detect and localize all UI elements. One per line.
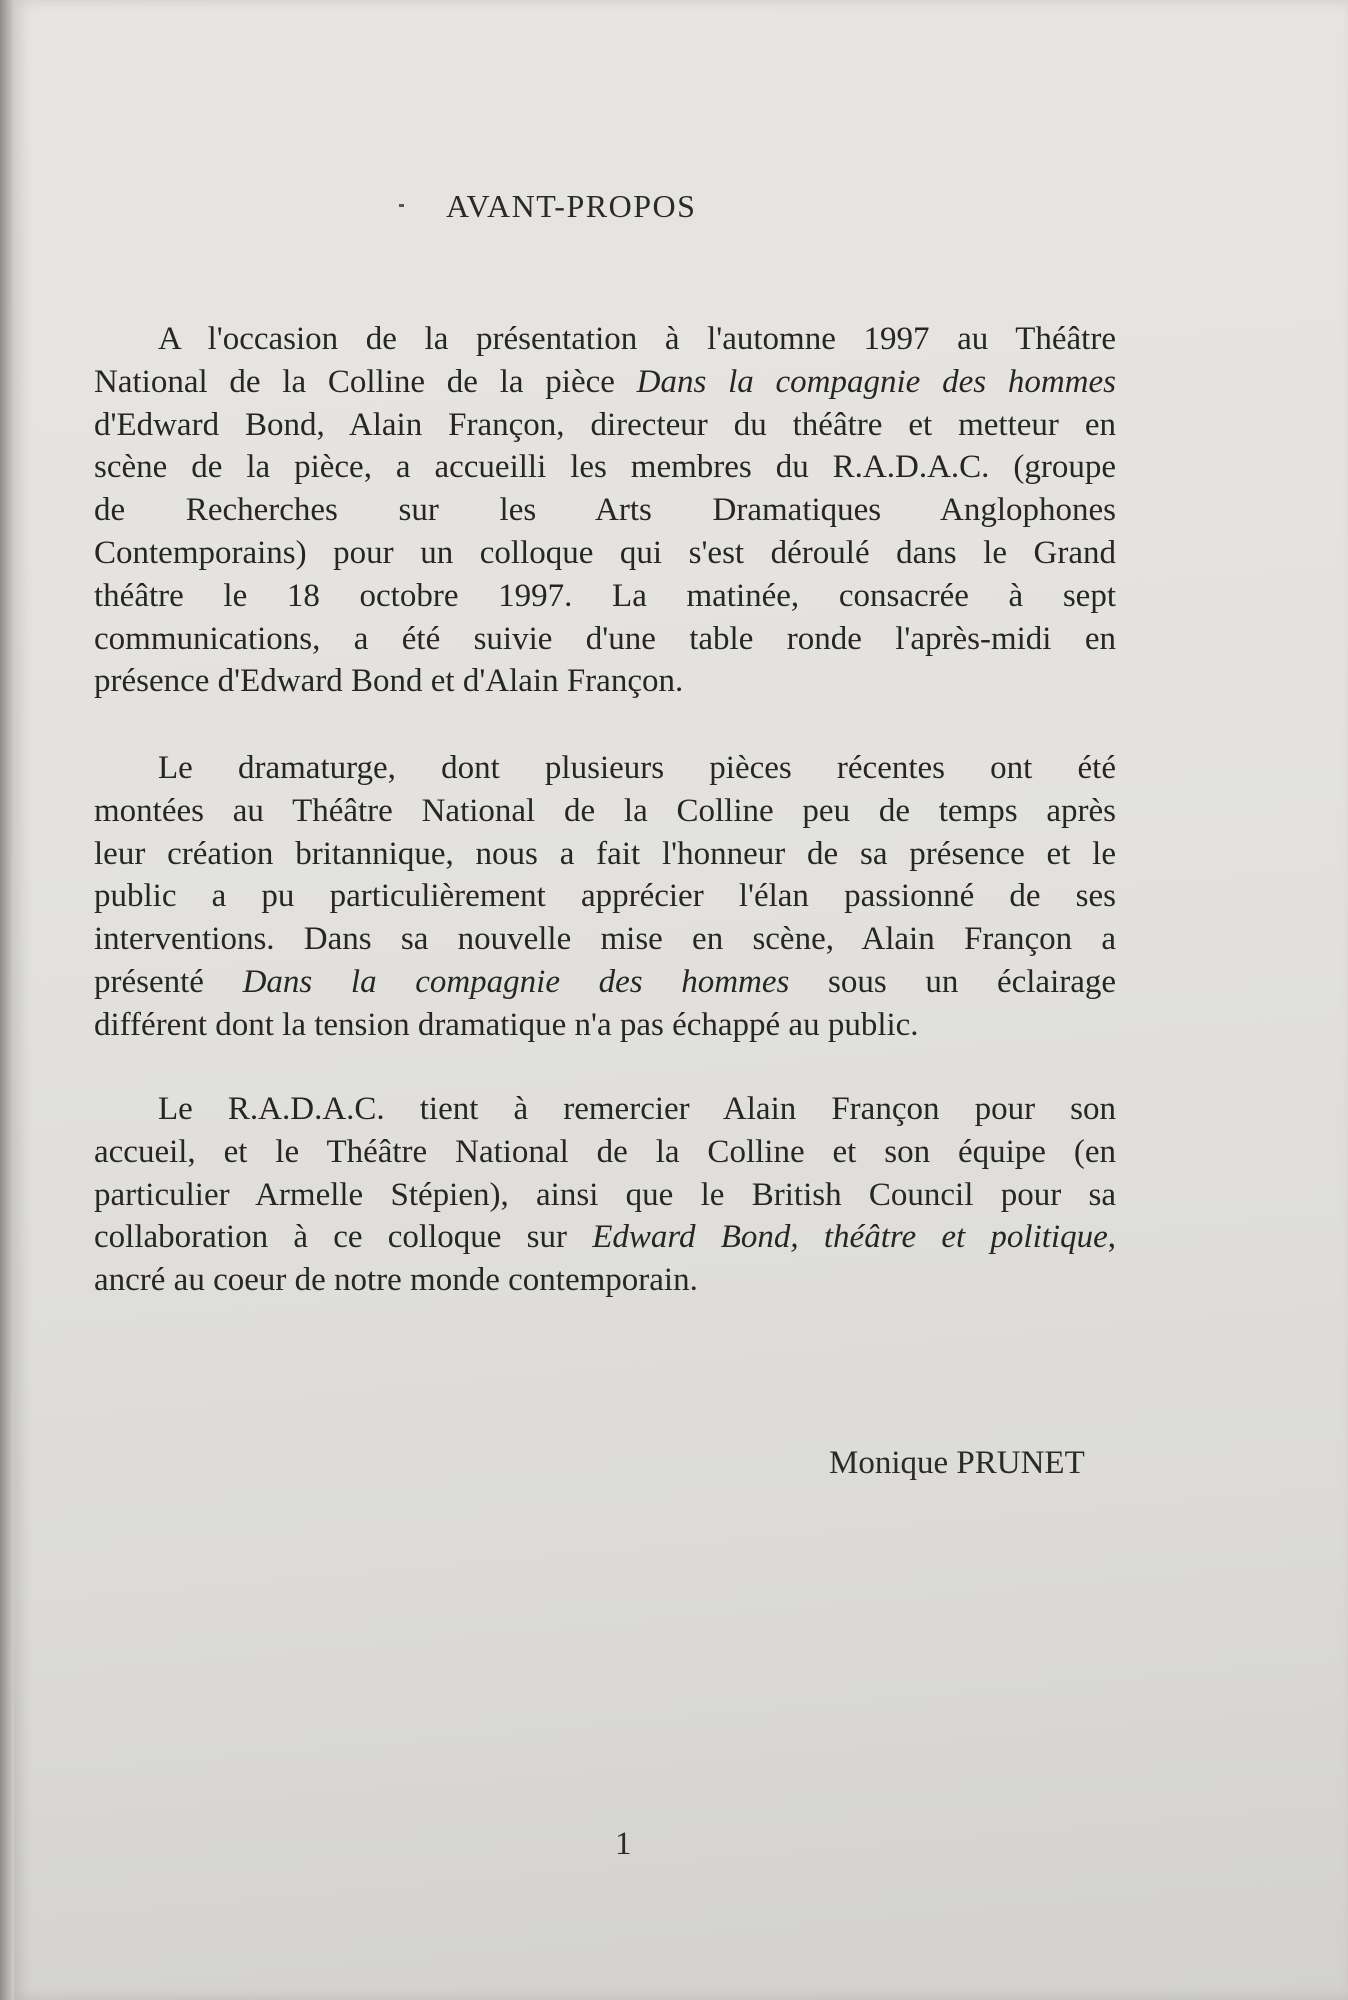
text-line: ancré au coeur de notre monde contemporain. xyxy=(94,1262,698,1299)
text-line: particulier Armelle Stépien), ainsi que le British Council pour sa xyxy=(94,1176,1116,1213)
play-title: Dans la compagnie des hommes xyxy=(636,363,1117,400)
text-line: théâtre le 18 octobre 1997. La matinée, consacrée à sept xyxy=(94,577,1116,614)
book-page xyxy=(14,0,1348,2000)
author-signature: Monique PRUNET xyxy=(829,1445,1085,1481)
play-title: Dans la compagnie des hommes xyxy=(242,963,790,1000)
paragraph-1 xyxy=(94,318,1116,703)
text-line: scène de la pièce, a accueilli les membres du R.A.D.A.C. (groupe xyxy=(94,449,1116,486)
text-line: A l'occasion de la présentation à l'automne 1997 au Théâtre xyxy=(158,321,1116,357)
book-spine-shadow xyxy=(0,0,14,2000)
paragraph-3 xyxy=(94,1088,1116,1302)
colloquium-title: Edward Bond, théâtre et politique xyxy=(592,1219,1108,1256)
page-title: AVANT-PROPOS xyxy=(446,188,697,224)
text-line: montées au Théâtre National de la Colline peu de temps après xyxy=(94,792,1116,829)
text-line: public a pu particulièrement apprécier l'élan passionné de ses xyxy=(94,878,1116,915)
text-line: présenté Dans la compagnie des hommes sous un éclairage xyxy=(94,963,1117,1000)
text-line: accueil, et le Théâtre National de la Colline et son équipe (en xyxy=(94,1133,1116,1170)
text-line: Le dramaturge, dont plusieurs pièces récentes ont été xyxy=(158,750,1116,786)
text-line: de Recherches sur les Arts Dramatiques Anglophones xyxy=(94,492,1116,529)
text-line: interventions. Dans sa nouvelle mise en scène, Alain Françon a xyxy=(94,921,1116,958)
text-line: différent dont la tension dramatique n'a pas échappé au public. xyxy=(94,1006,919,1043)
text-line: Contemporains) pour un colloque qui s'est déroulé dans le Grand xyxy=(94,534,1116,571)
text-line: d'Edward Bond, Alain Françon, directeur du théâtre et metteur en xyxy=(94,406,1116,443)
text-line: présence d'Edward Bond et d'Alain Françon. xyxy=(94,663,684,700)
text-line: communications, a été suivie d'une table ronde l'après-midi en xyxy=(94,620,1116,657)
text-line: Le R.A.D.A.C. tient à remercier Alain Françon pour son xyxy=(158,1091,1116,1127)
text-line: collaboration à ce colloque sur Edward Bond, théâtre et politique, xyxy=(94,1219,1116,1256)
text-line: leur création britannique, nous a fait l'honneur de sa présence et le xyxy=(94,835,1116,872)
text-line: National de la Colline de la pièce Dans la compagnie des hommes xyxy=(94,363,1117,400)
page-number: 1 xyxy=(615,1826,632,1862)
paragraph-2 xyxy=(94,747,1116,1047)
decorative-dot xyxy=(399,204,404,207)
